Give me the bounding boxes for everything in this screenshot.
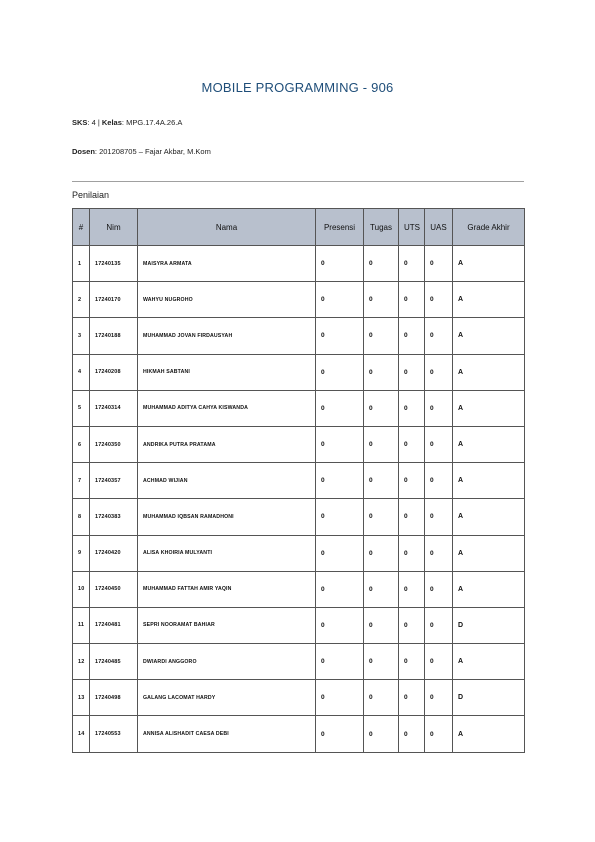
row-tugas: 0	[364, 426, 399, 462]
row-uas: 0	[425, 644, 453, 680]
divider	[72, 181, 524, 182]
row-tugas: 0	[364, 644, 399, 680]
row-tugas: 0	[364, 354, 399, 390]
row-presensi: 0	[316, 318, 364, 354]
row-grade: A	[453, 318, 525, 354]
row-presensi: 0	[316, 680, 364, 716]
row-nim: 17240383	[90, 499, 138, 535]
header-nama: Nama	[138, 209, 316, 246]
table-row	[73, 607, 525, 643]
header-grade: Grade Akhir	[453, 209, 525, 246]
row-number: 5	[73, 390, 90, 426]
row-tugas: 0	[364, 571, 399, 607]
table-row	[73, 282, 525, 318]
header-presensi: Presensi	[316, 209, 364, 246]
row-presensi: 0	[316, 607, 364, 643]
row-uts: 0	[399, 354, 425, 390]
row-grade: A	[453, 463, 525, 499]
row-presensi: 0	[316, 716, 364, 752]
row-presensi: 0	[316, 390, 364, 426]
sks-label: SKS	[72, 118, 88, 127]
document-title: MOBILE PROGRAMMING - 906	[201, 80, 394, 95]
row-tugas: 0	[364, 463, 399, 499]
row-tugas: 0	[364, 282, 399, 318]
table-row	[73, 499, 525, 535]
row-grade: A	[453, 535, 525, 571]
row-uas: 0	[425, 535, 453, 571]
row-number: 11	[73, 607, 90, 643]
row-number: 6	[73, 426, 90, 462]
row-uas: 0	[425, 607, 453, 643]
course-info	[72, 118, 182, 127]
row-uts: 0	[399, 716, 425, 752]
row-presensi: 0	[316, 354, 364, 390]
row-tugas: 0	[364, 716, 399, 752]
kelas-label: Kelas	[101, 118, 122, 127]
row-nama: ANDRIKA PUTRA PRATAMA	[138, 426, 316, 462]
row-number: 8	[73, 499, 90, 535]
row-uas: 0	[425, 680, 453, 716]
table-header-row	[73, 209, 525, 246]
row-grade: D	[453, 680, 525, 716]
row-presensi: 0	[316, 499, 364, 535]
row-number: 2	[73, 282, 90, 318]
row-grade: D	[453, 607, 525, 643]
row-nim: 17240170	[90, 282, 138, 318]
row-presensi: 0	[316, 535, 364, 571]
row-nim: 17240498	[90, 680, 138, 716]
row-grade: A	[453, 571, 525, 607]
lecturer-info	[72, 147, 211, 156]
row-nama: GALANG LACOMAT HARDY	[138, 680, 316, 716]
row-nama: HIKMAH SABTANI	[138, 354, 316, 390]
row-grade: A	[453, 354, 525, 390]
row-nim: 17240450	[90, 571, 138, 607]
row-uts: 0	[399, 390, 425, 426]
row-uas: 0	[425, 318, 453, 354]
row-tugas: 0	[364, 246, 399, 282]
row-presensi: 0	[316, 463, 364, 499]
row-presensi: 0	[316, 246, 364, 282]
row-number: 3	[73, 318, 90, 354]
row-nim: 17240357	[90, 463, 138, 499]
row-grade: A	[453, 644, 525, 680]
row-uts: 0	[399, 426, 425, 462]
header-number: #	[73, 209, 90, 246]
header-nim: Nim	[90, 209, 138, 246]
row-tugas: 0	[364, 390, 399, 426]
row-number: 12	[73, 644, 90, 680]
row-nama: MUHAMMAD FATTAH AMIR YAQIN	[138, 571, 316, 607]
row-uas: 0	[425, 282, 453, 318]
row-nim: 17240350	[90, 426, 138, 462]
row-number: 9	[73, 535, 90, 571]
row-number: 10	[73, 571, 90, 607]
row-nim: 17240485	[90, 644, 138, 680]
row-presensi: 0	[316, 426, 364, 462]
row-uts: 0	[399, 535, 425, 571]
row-uts: 0	[399, 571, 425, 607]
row-grade: A	[453, 499, 525, 535]
header-tugas: Tugas	[364, 209, 399, 246]
row-uts: 0	[399, 499, 425, 535]
table-row	[73, 644, 525, 680]
row-uas: 0	[425, 571, 453, 607]
dosen-label: Dosen	[72, 147, 95, 156]
table-row	[73, 680, 525, 716]
row-nama: ALISA KHOIRIA MULYANTI	[138, 535, 316, 571]
row-presensi: 0	[316, 571, 364, 607]
table-row	[73, 390, 525, 426]
row-nama: MUHAMMAD IQBSAN RAMADHONI	[138, 499, 316, 535]
table-row	[73, 426, 525, 462]
row-number: 1	[73, 246, 90, 282]
table-row	[73, 716, 525, 752]
header-uts: UTS	[399, 209, 425, 246]
row-nim: 17240135	[90, 246, 138, 282]
kelas-value: : MPG.17.4A.26.A	[121, 118, 183, 127]
row-uas: 0	[425, 354, 453, 390]
row-uas: 0	[425, 463, 453, 499]
row-nim: 17240188	[90, 318, 138, 354]
row-tugas: 0	[364, 535, 399, 571]
row-uas: 0	[425, 716, 453, 752]
row-uts: 0	[399, 463, 425, 499]
row-nim: 17240314	[90, 390, 138, 426]
row-grade: A	[453, 390, 525, 426]
table-row	[73, 246, 525, 282]
row-grade: A	[453, 426, 525, 462]
row-uas: 0	[425, 390, 453, 426]
row-tugas: 0	[364, 607, 399, 643]
row-nama: ANNISA ALISHADIT CAESA DEBI	[138, 716, 316, 752]
row-presensi: 0	[316, 282, 364, 318]
row-nama: MUHAMMAD ADITYA CAHYA KISWANDA	[138, 390, 316, 426]
row-tugas: 0	[364, 680, 399, 716]
row-grade: A	[453, 716, 525, 752]
row-nama: DWIARDI ANGGORO	[138, 644, 316, 680]
row-uts: 0	[399, 680, 425, 716]
row-nama: WAHYU NUGROHO	[138, 282, 316, 318]
row-uts: 0	[399, 318, 425, 354]
row-number: 13	[73, 680, 90, 716]
row-number: 7	[73, 463, 90, 499]
table-row	[73, 463, 525, 499]
row-nim: 17240420	[90, 535, 138, 571]
row-grade: A	[453, 246, 525, 282]
row-nama: MUHAMMAD JOVAN FIRDAUSYAH	[138, 318, 316, 354]
row-nama: MAISYRA ARMATA	[138, 246, 316, 282]
row-uts: 0	[399, 282, 425, 318]
table-row	[73, 318, 525, 354]
section-title: Penilaian	[72, 190, 110, 200]
row-number: 14	[73, 716, 90, 752]
row-grade: A	[453, 282, 525, 318]
dosen-value: : 201208705 – Fajar Akbar, M.Kom	[94, 147, 211, 156]
row-uts: 0	[399, 246, 425, 282]
row-presensi: 0	[316, 644, 364, 680]
row-nim: 17240208	[90, 354, 138, 390]
row-uas: 0	[425, 499, 453, 535]
row-uts: 0	[399, 607, 425, 643]
grades-table	[72, 208, 525, 753]
row-tugas: 0	[364, 499, 399, 535]
row-nim: 17240481	[90, 607, 138, 643]
row-nim: 17240553	[90, 716, 138, 752]
row-number: 4	[73, 354, 90, 390]
table-row	[73, 535, 525, 571]
row-nama: ACHMAD WIJIAN	[138, 463, 316, 499]
table-row	[73, 354, 525, 390]
row-nama: SEPRI NOORAMAT BAHIAR	[138, 607, 316, 643]
sks-value: : 4 |	[87, 118, 102, 127]
row-tugas: 0	[364, 318, 399, 354]
row-uas: 0	[425, 246, 453, 282]
row-uts: 0	[399, 644, 425, 680]
row-uas: 0	[425, 426, 453, 462]
table-row	[73, 571, 525, 607]
header-uas: UAS	[425, 209, 453, 246]
